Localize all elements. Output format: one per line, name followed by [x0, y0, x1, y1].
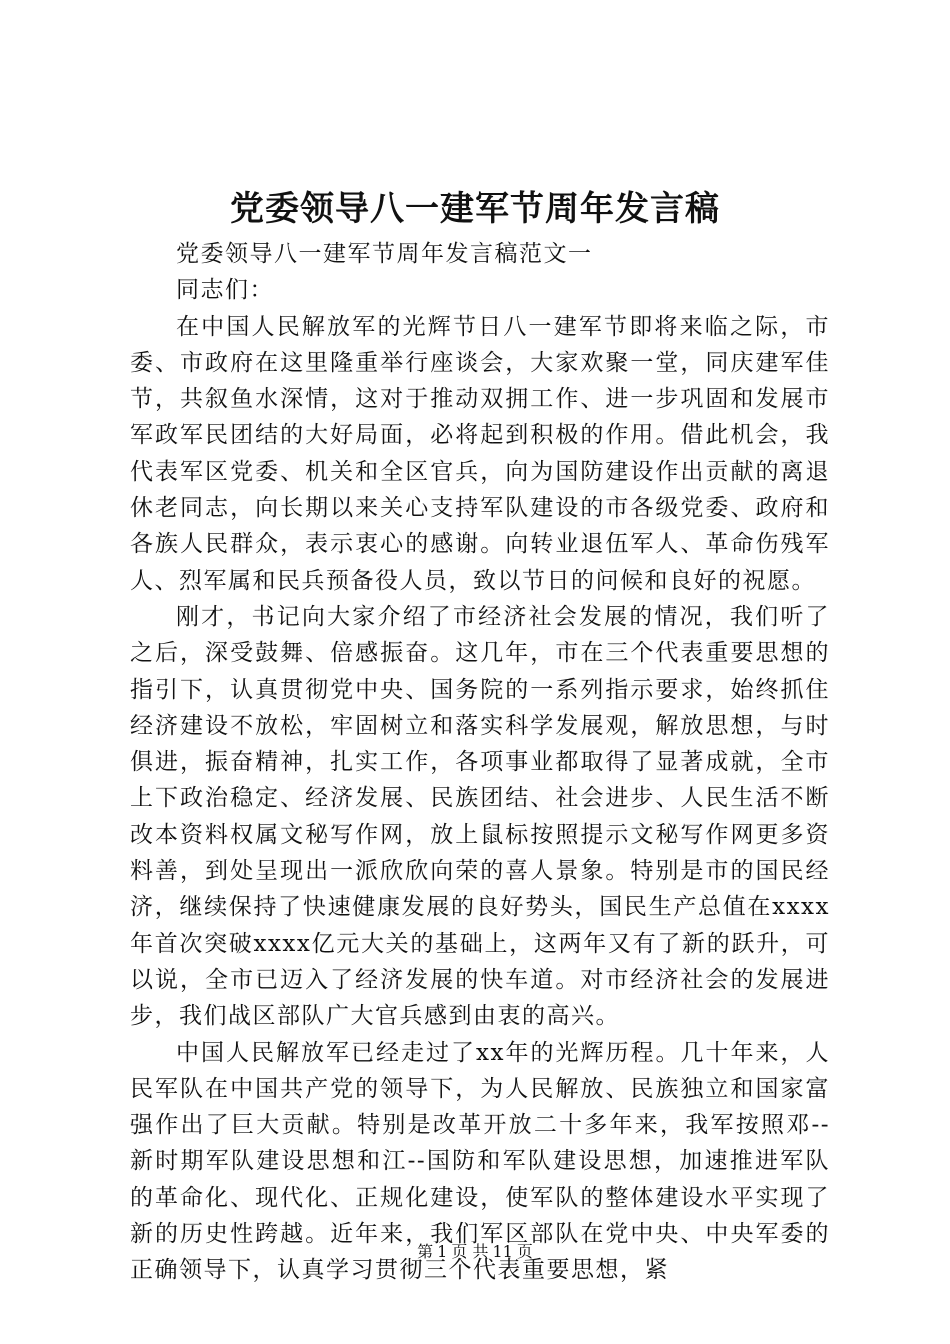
salutation-paragraph: 同志们： — [176, 277, 274, 304]
page-label-mid: 页 共 — [451, 1242, 489, 1261]
body-paragraph: 刚才，书记向大家介绍了市经济社会发展的情况，我们听了之后，深受鼓舞、倍感振奋。这几年，市在三个代表重要思想的指引下，认真贯彻党中央、国务院的一系列指示要求，始终抓住经济建设不放松，牢固树立和落实科学发展观，解放思想，与时俱进，振奋精神，扎实工作，各项事业都取得了显著成就，全市上下政治稳定、经济发展、民族团结、社会进步、人民生活不断改本资料权属文秘写作网，放上鼠标按照提示文秘写作网更多资料善，到处呈现出一派欣欣向荣的喜人景象。特别是市的国民经济，继续保持了快速健康发展的良好势头，国民生产总值在xxxx年首次突破xxxx亿元大关的基础上，这两年又有了新的跃升，可以说，全市已迈入了经济发展的快车道。对市经济社会的发展进步，我们战区部队广大官兵感到由衷的高兴。 — [130, 603, 830, 1030]
page-current-number: 1 — [437, 1242, 448, 1261]
page-label-prefix: 第 — [417, 1242, 434, 1261]
body-paragraph: 中国人民解放军已经走过了xx年的光辉历程。几十年来，人民军队在中国共产党的领导下，为人民解放、民族独立和国家富强作出了巨大贡献。特别是改革开放二十多年来，我军按照邓--新时期军队建设思想和江--国防和军队建设思想，加速推进军队的革命化、现代化、正规化建设，使军队的整体建设水平实现了新的历史性跨越。近年来，我们军区部队在党中央、中央军委的正确领导下，认真学习贯彻三个代表重要思想，紧 — [130, 1039, 830, 1284]
page-footer — [0, 1242, 950, 1262]
document-title: 党委领导八一建军节周年发言稿 — [230, 189, 720, 229]
page-total-number: 11 — [492, 1242, 513, 1261]
page-label-suffix: 页 — [516, 1242, 533, 1261]
subtitle-paragraph: 党委领导八一建军节周年发言稿范文一 — [176, 241, 593, 267]
body-paragraph: 在中国人民解放军的光辉节日八一建军节即将来临之际，市委、市政府在这里隆重举行座谈会，大家欢聚一堂，同庆建军佳节，共叙鱼水深情，这对于推动双拥工作、进一步巩固和发展市军政军民团结的大好局面，必将起到积极的作用。借此机会，我代表军区党委、机关和全区官兵，向为国防建设作出贡献的离退休老同志，向长期以来关心支持军队建设的市各级党委、政府和各族人民群众，表示衷心的感谢。向转业退伍军人、革命伤残军人、烈军属和民兵预备役人员，致以节日的问候和良好的祝愿。 — [130, 313, 830, 594]
document-body — [130, 236, 830, 1289]
